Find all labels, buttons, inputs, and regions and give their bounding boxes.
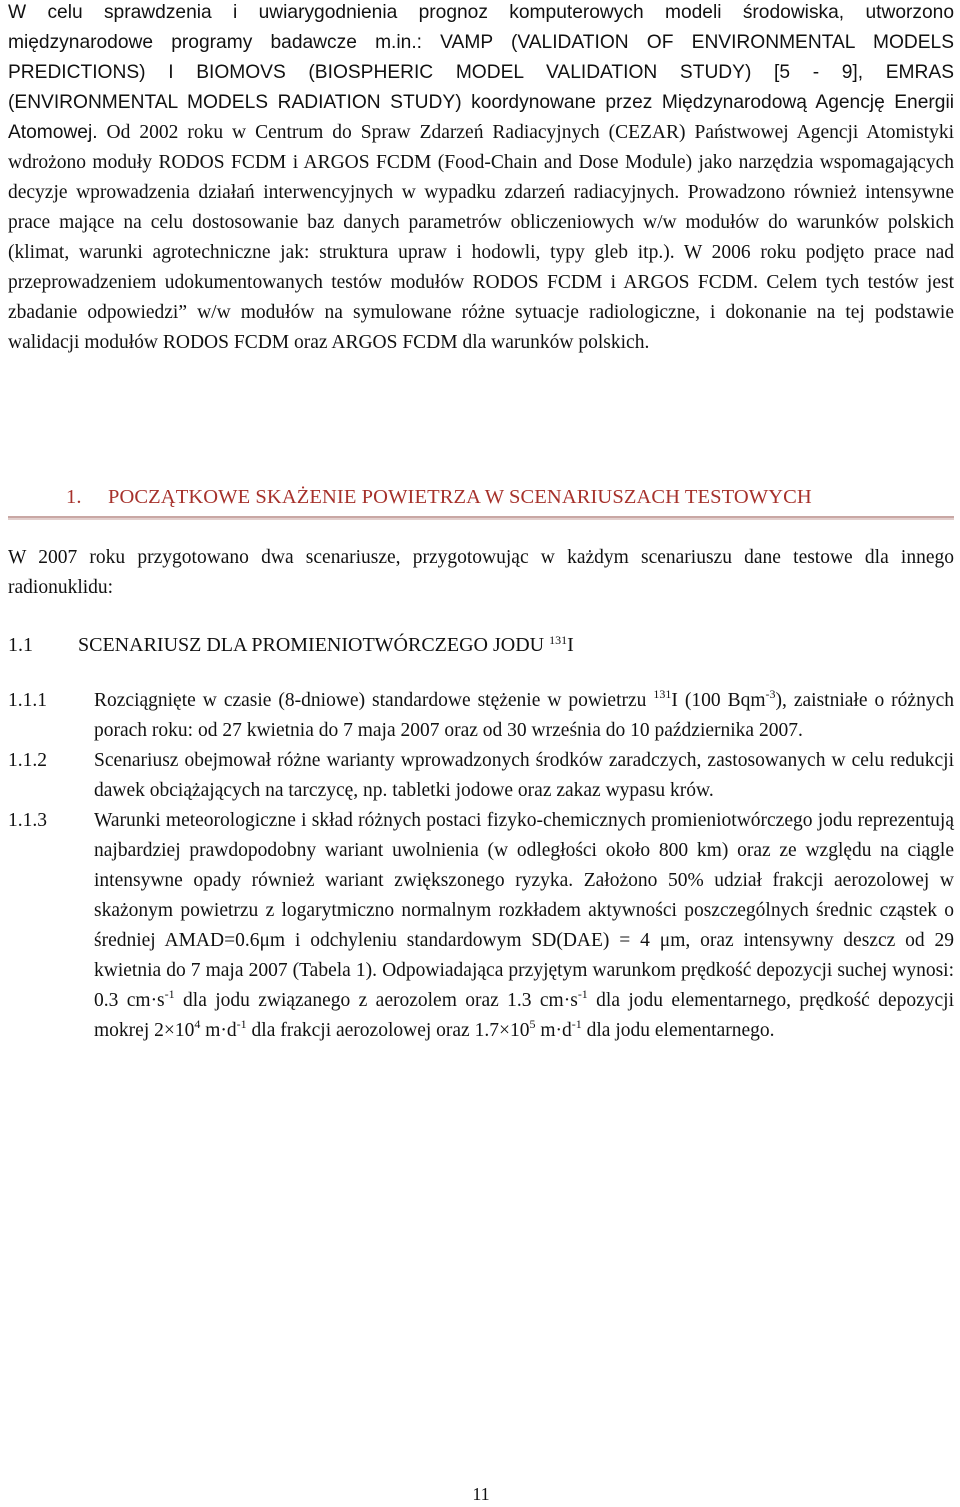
intro-paragraph — [8, 0, 954, 358]
item-number: 1.1.1 — [8, 690, 47, 711]
superscript: 4 — [194, 1017, 201, 1031]
superscript: -1 — [164, 987, 175, 1001]
list-item — [8, 746, 954, 806]
item-text: dla jodu elementarnego. — [581, 1020, 775, 1041]
intro-paragraph-part3: Prowadzono również intensywne prace mające na celu dostosowanie baz danych parametrów obliczeniowych w/w modułów do warunków polskich (klimat, warunki agrotechniczne jak: struktura upraw i hodowli, typy gleb itp.). W 2006 roku podjęto prace nad przeprowadzeniem udokumentowanych testów modułów RODOS FCDM i ARGOS FCDM. Celem tych testów jest zbadanie odpowiedzi” w/w modułów na symulowane różne sytuacje radiologiczne, i dokonanie na tej podstawie walidacji modułów RODOS FCDM oraz ARGOS FCDM dla warunków polskich. — [8, 182, 954, 353]
superscript: 131 — [653, 687, 672, 701]
superscript: -1 — [571, 1017, 582, 1031]
section-number: 1. — [66, 486, 82, 508]
item-list — [8, 686, 954, 1046]
page-number: 11 — [472, 1484, 490, 1504]
item-number: 1.1.2 — [8, 750, 47, 771]
item-text: m·d — [200, 1020, 237, 1041]
superscript: -1 — [236, 1017, 247, 1031]
list-item — [8, 686, 954, 746]
item-text: m·d — [535, 1020, 572, 1041]
item-text: Warunki meteorologiczne i skład różnych postaci fizyko-chemicznych promieniotwórczego jodu reprezentują najbardziej prawdopodobny wariant uwolnienia (w odległości około 800 km) oraz ze względu na ciągle intensywne opady również wariant zwiększonego ryzyka. Założono 50% udział frakcji aerozolowej w skażonym powietrzu z logarytmiczno normalnym rozkładem aktywności poszczególnych średnic cząstek o średniej AMAD=0.6μm i odchyleniu standardowym SD(DAE) = 4 μm, oraz intensywny deszcz od 29 kwietnia do 7 maja 2007 (Tabela 1). Odpowiadająca przyjętym warunkom prędkość depozycji suchej wynosi: 0.3 cm·s — [94, 810, 954, 1011]
section-title: POCZĄTKOWE SKAŻENIE POWIETRZA W SCENARIUSZACH TESTOWYCH — [108, 486, 812, 508]
item-text: Scenariusz obejmował różne warianty wprowadzonych środków zaradczych, zastosowanych w celu redukcji dawek obciążających na tarczycę, np. tabletki jodowe oraz zakaz wypasu krów. — [94, 750, 954, 801]
section-divider — [8, 516, 954, 518]
section-intro: W 2007 roku przygotowano dwa scenariusze, przygotowując w każdym scenariuszu dane testowe dla innego radionuklidu: — [8, 547, 954, 598]
item-text: ), zaistniałe o różnych porach roku: od 27 kwietnia do 7 maja 2007 oraz od 30 września do 10 października 2007. — [94, 690, 954, 741]
superscript: 5 — [529, 1017, 536, 1031]
item-text: dla jodu związanego z aerozolem oraz 1.3 cm·s — [174, 990, 578, 1011]
item-text: dla jodu elementarnego, prędkość depozycji mokrej 2×10 — [94, 990, 954, 1041]
intro-paragraph-part2: Od 2002 roku w Centrum do Spraw Zdarzeń Radiacyjnych (CEZAR) Państwowej Agencji Atomistyki wdrożono moduły RODOS FCDM i ARGOS FCDM (Food-Chain and Dose Module) jako narzędzia wspomagających decyzje wprowadzenia działań interwencyjnych w wypadku zdarzeń radiacyjnych. — [8, 122, 954, 203]
item-text: I (100 Bqm — [671, 690, 766, 711]
isotope-symbol: I — [567, 634, 574, 656]
subsection-number: 1.1 — [8, 634, 33, 656]
list-item — [8, 806, 954, 1046]
item-number: 1.1.3 — [8, 810, 47, 831]
subsection-title-text: SCENARIUSZ DLA PROMIENIOTWÓRCZEGO JODU — [78, 634, 550, 656]
intro-paragraph-part1: W celu sprawdzenia i uwiarygodnienia prognoz komputerowych modeli środowiska, utworzono międzynarodowe programy badawcze m.in.: VAMP (VALIDATION OF ENVIRONMENTAL MODELS PREDICTIONS) I BIOMOVS (BIOSPHERIC MODEL VALIDATION STUDY) [5 - 9], EMRAS (ENVIRONMENTAL MODELS RADIATION STUDY) koordynowane przez Międzynarodową Agencję Energii Atomowej. — [8, 2, 954, 143]
superscript: -3 — [765, 687, 776, 701]
item-text: dla frakcji aerozolowej oraz 1.7×10 — [246, 1020, 530, 1041]
superscript: -1 — [577, 987, 588, 1001]
isotope-mass: 131 — [549, 633, 568, 647]
subsection-title — [78, 630, 574, 660]
item-text: Rozciągnięte w czasie (8-dniowe) standardowe stężenie w powietrzu — [94, 690, 654, 711]
